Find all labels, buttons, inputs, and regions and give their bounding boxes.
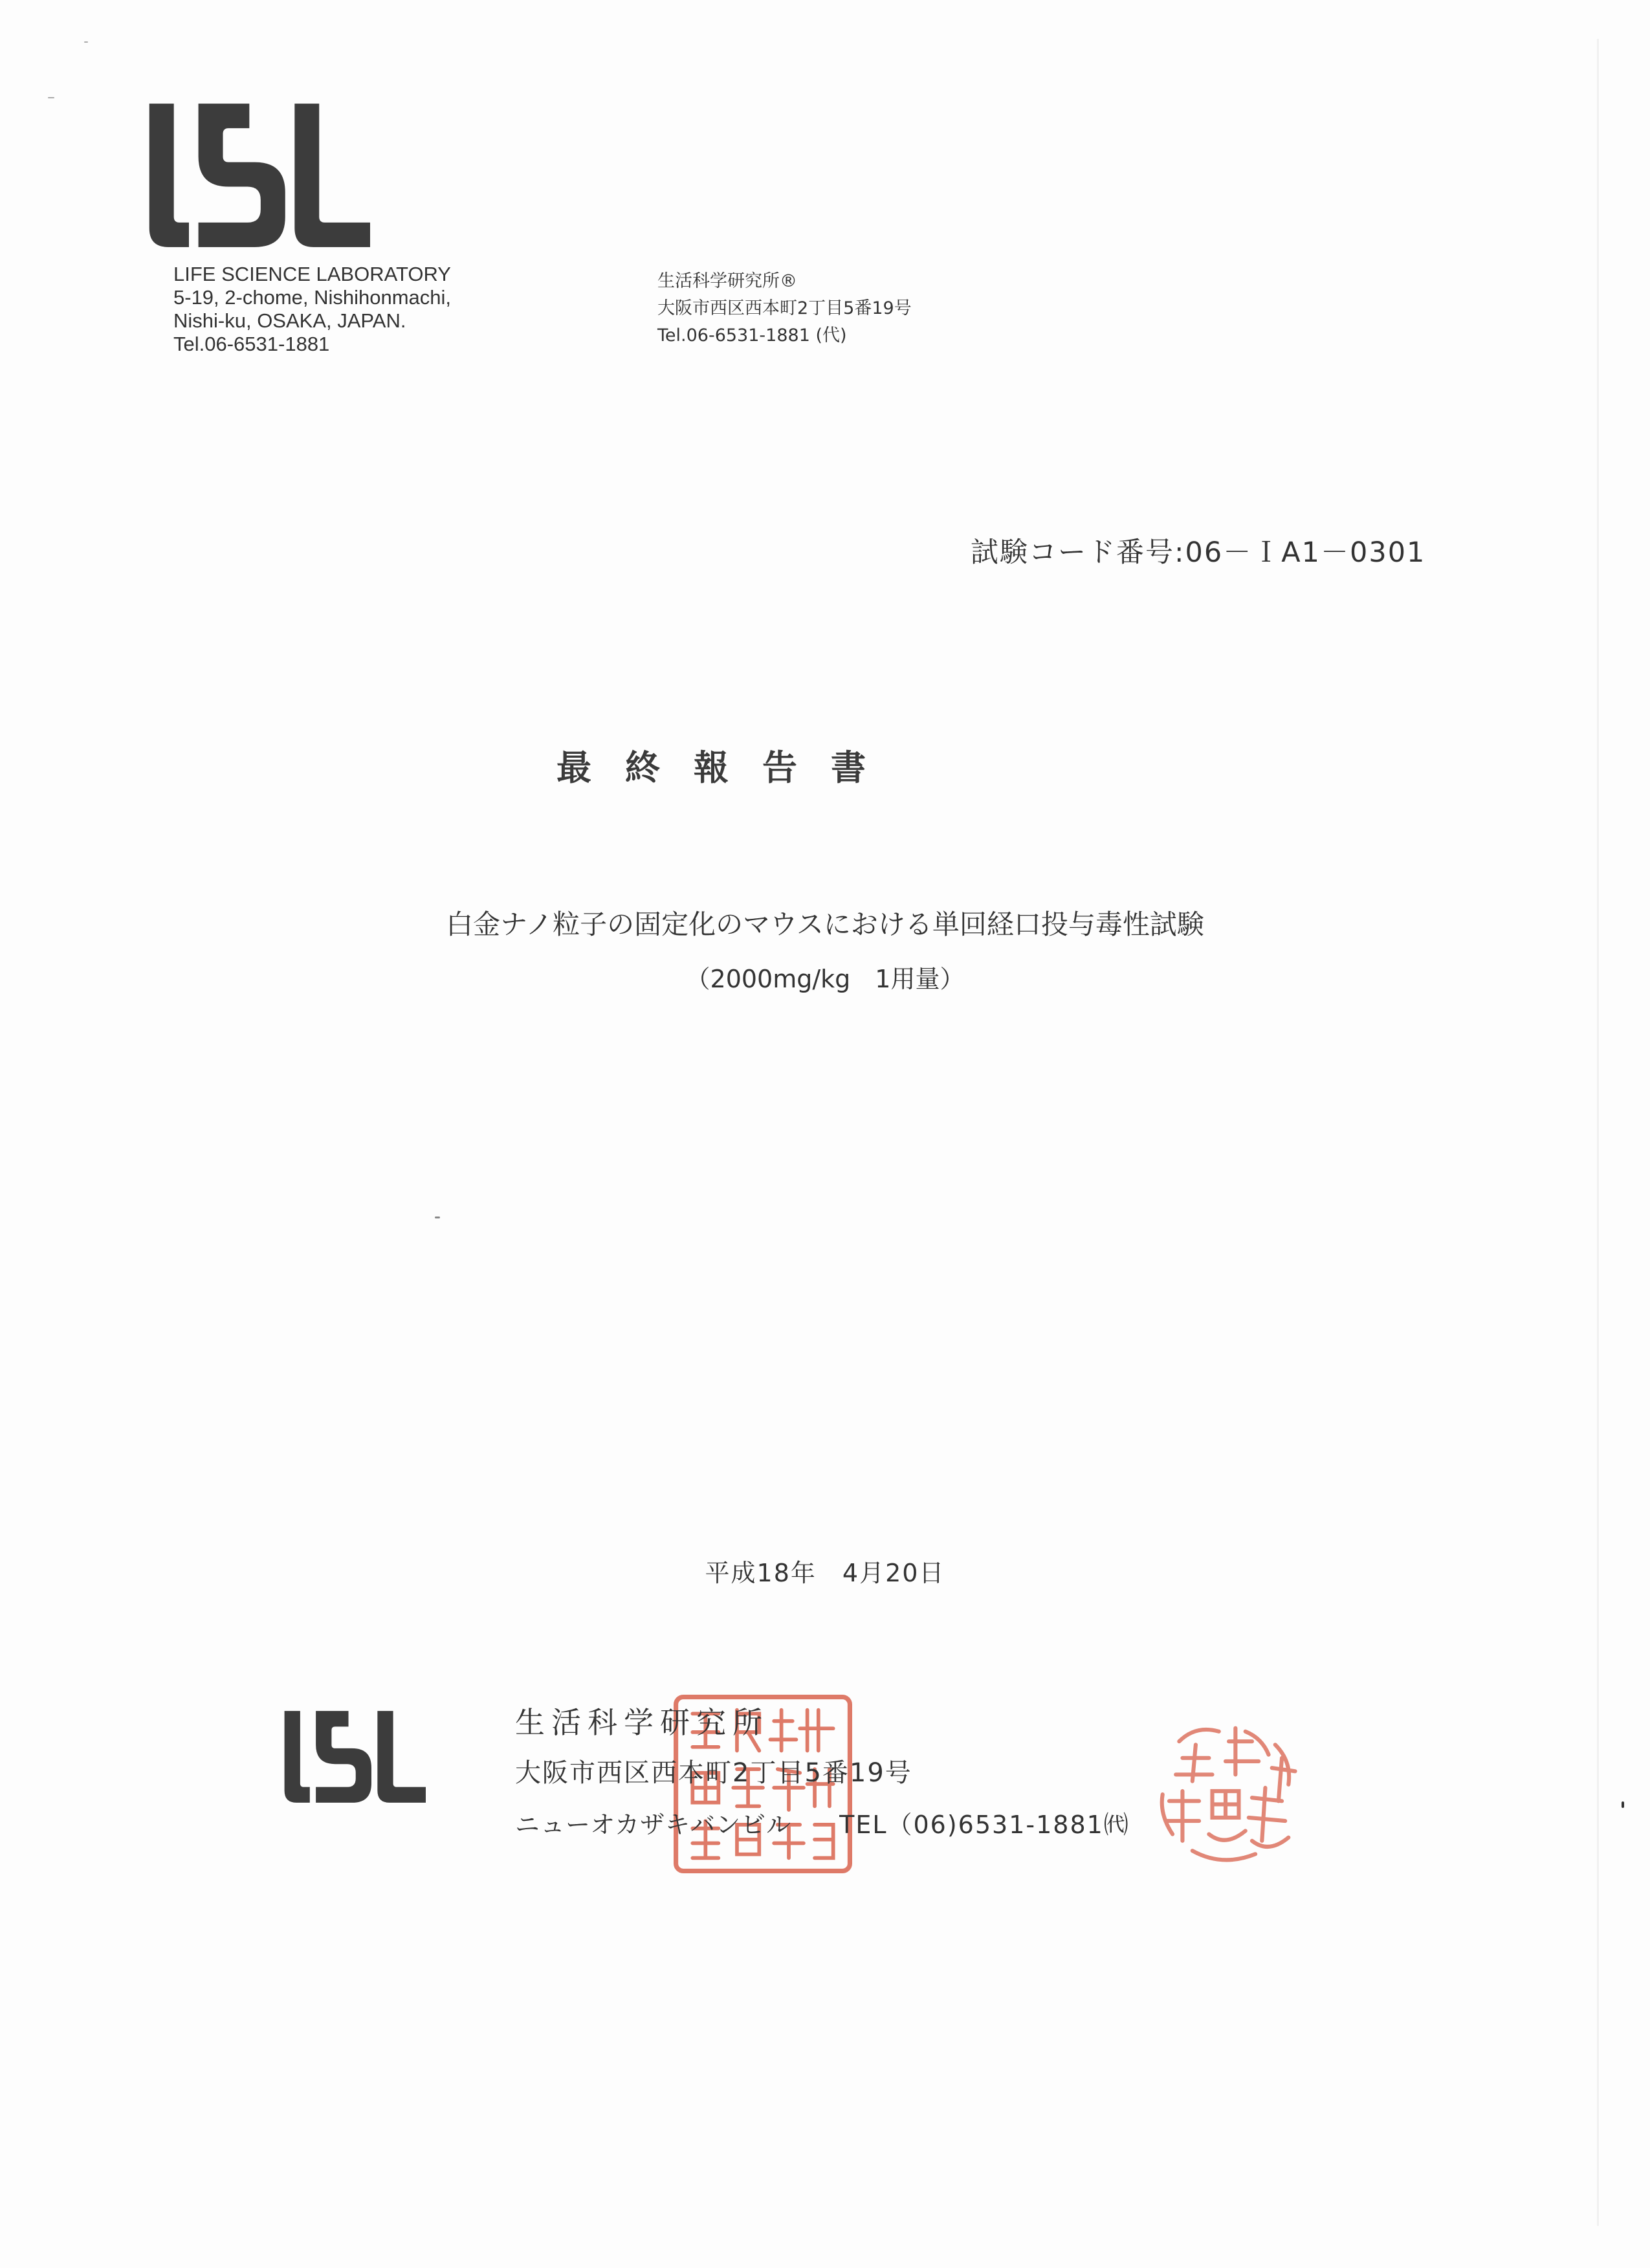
logo-mark-l — [377, 1711, 426, 1803]
issuer-building: ニューオカザキバンビル — [515, 1811, 792, 1839]
address-en-line: Nishi-ku, OSAKA, JAPAN. — [173, 309, 406, 332]
isl-logo-top — [144, 104, 370, 247]
address-jp-line: 大阪市西区西本町2丁目5番19号 — [657, 298, 912, 318]
logo-mark-i — [149, 104, 189, 247]
address-jp-line: 生活科学研究所® — [657, 271, 797, 291]
logo-mark-i — [285, 1711, 310, 1803]
issuer-address: 大阪市西区西本町2丁目5番19号 — [515, 1758, 912, 1788]
report-subtitle: 白金ナノ粒子の固定化のマウスにおける単回経口投与毒性試験 — [446, 908, 1204, 940]
address-en-line: 5-19, 2-chome, Nishihonmachi, — [173, 286, 452, 309]
seal-stamp-round — [1143, 1708, 1308, 1874]
report-date: 平成18年 4月20日 — [705, 1559, 945, 1587]
scan-speck — [1622, 1801, 1624, 1808]
report-title: 最終報告書 — [556, 747, 899, 788]
address-en-line: LIFE SCIENCE LABORATORY — [173, 263, 451, 285]
scan-speck — [48, 97, 54, 98]
logo-mark-s — [316, 1711, 371, 1803]
test-code-number: 試験コード番号:06－ＩA1－0301 — [971, 536, 1426, 569]
issuer-name: 生活科学研究所 — [515, 1705, 769, 1740]
scan-speck — [435, 1217, 440, 1218]
logo-mark-s — [199, 104, 285, 247]
scan-speck — [84, 41, 88, 43]
scan-edge — [1597, 39, 1599, 2226]
address-japanese — [657, 268, 1059, 349]
isl-logo-icon — [281, 1708, 426, 1805]
address-en-line: Tel.06-6531-1881 — [173, 333, 330, 355]
seal-round-icon — [1143, 1708, 1308, 1874]
isl-logo-icon — [144, 104, 370, 247]
isl-logo-bottom — [281, 1708, 426, 1805]
dose-line: （2000mg/kg 1用量） — [685, 965, 965, 993]
logo-mark-l — [294, 104, 370, 247]
issuer-tel: TEL（06)6531-1881㈹ — [839, 1811, 1130, 1839]
address-jp-line: Tel.06-6531-1881 (代) — [657, 325, 847, 346]
address-english — [173, 263, 536, 356]
